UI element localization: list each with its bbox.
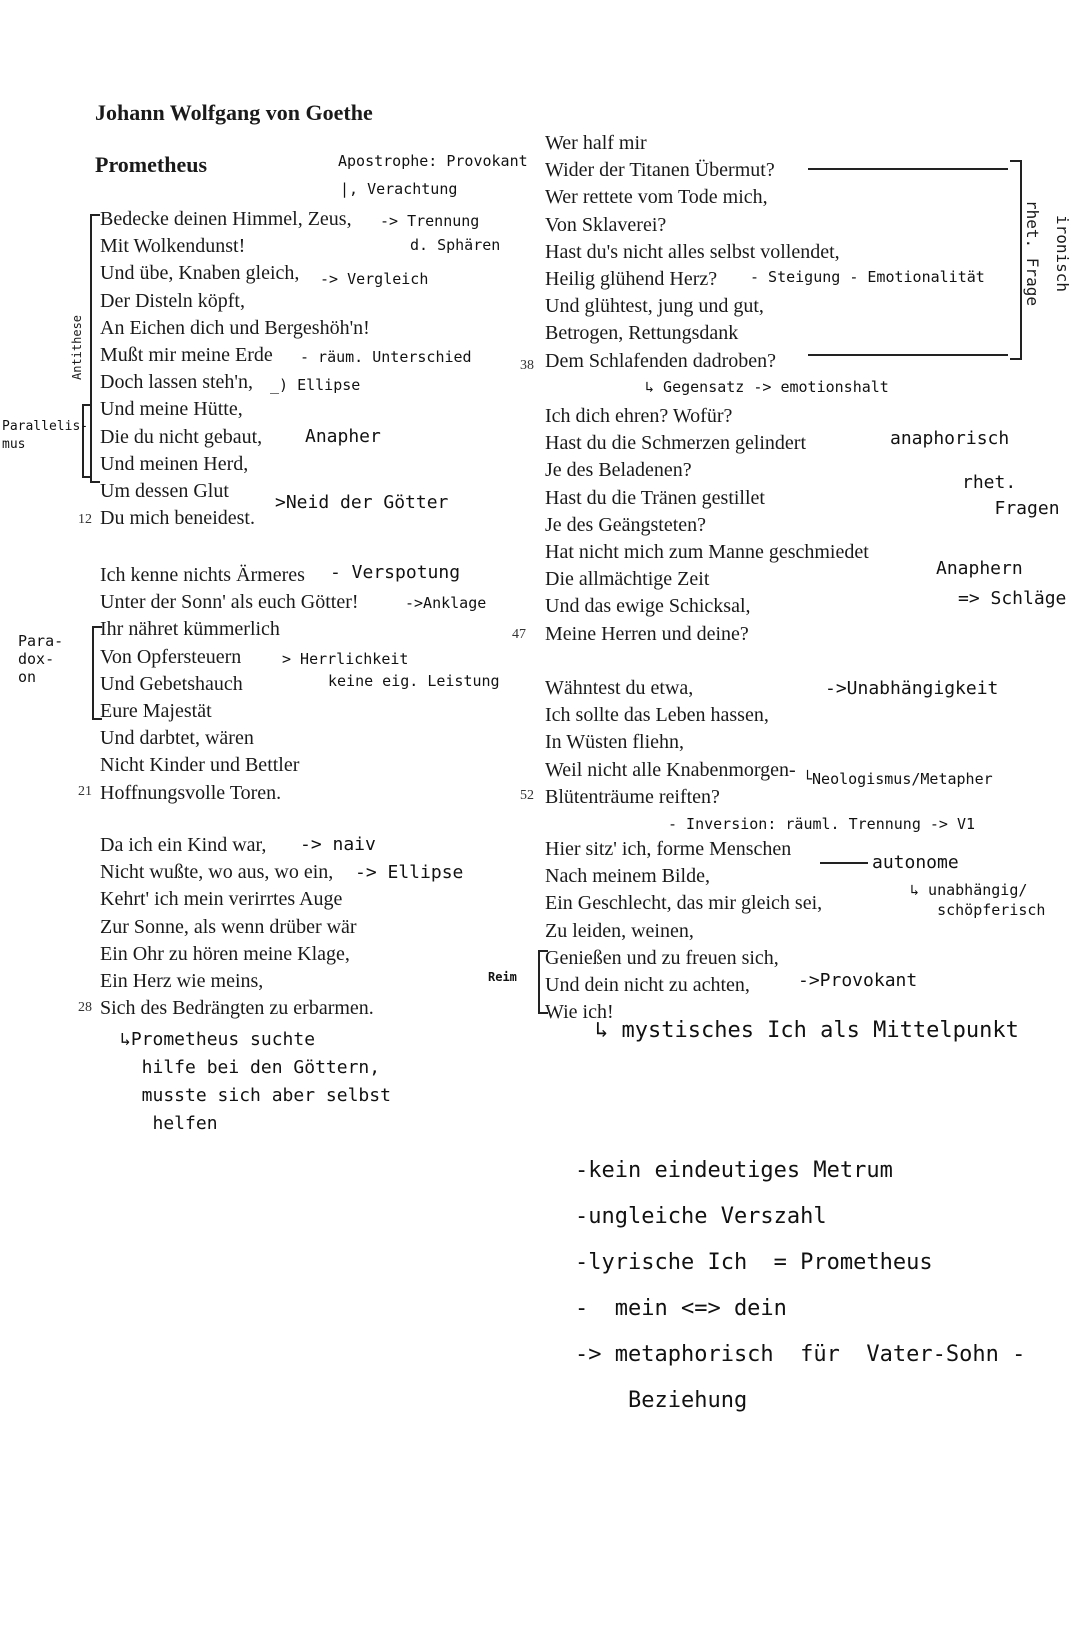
annotation-naiv: -> naiv: [300, 834, 376, 855]
poem-title: Prometheus: [95, 152, 208, 177]
summary-line: -lyrische Ich = Prometheus: [575, 1250, 933, 1275]
poem-line: Du mich beneidest.: [100, 507, 255, 530]
annotation-rhet-fragen: rhet. Fragen: [962, 472, 1060, 519]
stanza-1: [100, 206, 370, 532]
annotation-neid: >Neid der Götter: [275, 492, 449, 513]
poem-line: Ein Herz wie meins,: [100, 969, 264, 992]
poem-line: Und glühtest, jung und gut,: [545, 295, 764, 318]
poem-line: Ihr nähret kümmerlich: [100, 618, 280, 641]
poem-line: Sich des Bedrängten zu erbarmen.: [100, 997, 374, 1020]
poem-line: Nicht Kinder und Bettler: [100, 754, 300, 777]
poem-line: Hat nicht mich zum Manne geschmiedet: [545, 540, 869, 563]
poem-line: Weil nicht alle Knabenmorgen-: [545, 758, 796, 781]
rhet-frage-line: [808, 354, 1008, 356]
poem-line: Und übe, Knaben gleich,: [100, 262, 300, 285]
poem-line: Blütenträume reiften?: [545, 785, 720, 808]
annotation-herrlichkeit: > Herrlichkeit: [282, 650, 409, 668]
poem-line: Und Gebetshauch: [100, 672, 243, 695]
poem-line: Ich dich ehren? Wofür?: [545, 405, 733, 427]
poem-line: Meine Herren und deine?: [545, 622, 749, 645]
poem-line: Nicht wußte, wo aus, wo ein,: [100, 861, 334, 884]
annotation-sphaeren: d. Sphären: [410, 236, 501, 254]
poem-line: Die du nicht gebaut,: [100, 425, 263, 448]
annotation-paradoxon: Para- dox- on: [18, 632, 64, 686]
annotation-raeum: - räum. Unterschied: [300, 348, 472, 366]
poem-line: Ein Ohr zu hören meine Klage,: [100, 942, 350, 965]
summary-line: -kein eindeutiges Metrum: [575, 1158, 893, 1183]
poem-line: Hast du die Schmerzen gelindert: [545, 432, 807, 455]
autonome-line: [820, 862, 868, 864]
annotation-trennung: -> Trennung: [380, 212, 480, 230]
annotation-ellipse-2: -> Ellipse: [355, 862, 464, 883]
stanza-4: [545, 130, 840, 375]
annotation-antithese: Antithese: [70, 314, 84, 380]
paradoxon-bracket: [92, 626, 102, 720]
poem-line: Und meinen Herd,: [100, 452, 249, 475]
poem-line: Und meine Hütte,: [100, 398, 243, 421]
annotation-gegensatz: ↳ Gegensatz -> emotionshalt: [645, 378, 889, 396]
annotation-provokant: ->Provokant: [798, 970, 918, 991]
annotation-verspottung: - Verspotung: [330, 562, 461, 583]
summary-line: -ungleiche Verszahl: [575, 1204, 827, 1229]
poem-line: Von Opfersteuern: [100, 645, 242, 668]
annotation-inversion: - Inversion: räuml. Trennung -> V1: [668, 815, 976, 833]
poem-line: Hoffnungsvolle Toren.: [100, 781, 282, 804]
annotation-vergleich: -> Vergleich: [320, 270, 429, 288]
poem-line: Nach meinem Bilde,: [545, 865, 710, 888]
annotation-anaphern: Anaphern: [936, 558, 1023, 579]
rhet-frage-line: [808, 168, 1008, 170]
poem-line: In Wüsten fliehn,: [545, 731, 685, 754]
annotation-parallelismus: Parallelis- mus: [2, 419, 89, 452]
line-number: 28: [78, 1000, 92, 1015]
stanza-5: [545, 403, 869, 648]
poem-line: Eure Majestät: [100, 699, 212, 722]
summary-line: Beziehung: [575, 1388, 748, 1413]
annotation-verachtung: |, Verachtung: [340, 180, 458, 198]
stanza-3: [100, 832, 374, 1022]
annotation-rhet-frage: rhet. Frage: [1023, 200, 1042, 306]
annotation-unabhaengig: ↳ unabhängig/ schöpferisch: [910, 881, 1046, 919]
poem-line: Doch lassen steh'n,: [100, 371, 254, 394]
summary-line: - mein <=> dein: [575, 1296, 787, 1321]
poem-line: Kehrt' ich mein verirrtes Auge: [100, 888, 343, 911]
poem-line: Genießen und zu freuen sich,: [545, 946, 779, 969]
annotation-reim: Reim: [488, 970, 517, 984]
poem-line: Hast du's nicht alles selbst vollendet,: [545, 240, 840, 263]
stanza-2: [100, 562, 359, 807]
annotation-anaphorisch: anaphorisch: [890, 428, 1010, 449]
annotation-schlaege: => Schläge: [958, 588, 1067, 609]
annotation-ellipse: _) Ellipse: [270, 376, 361, 394]
stanza-7: [545, 836, 822, 1026]
poem-line: Um dessen Glut: [100, 479, 229, 502]
summary-line: -> metaphorisch für Vater-Sohn -: [575, 1342, 1026, 1367]
poem-line: Hier sitz' ich, forme Menschen: [545, 838, 792, 860]
annotation-mystisches-ich: ↳ mystisches Ich als Mittelpunkt: [595, 1018, 1019, 1043]
poem-line: Und dein nicht zu achten,: [545, 973, 750, 996]
poem-line: Wähntest du etwa,: [545, 677, 694, 699]
annotation-autonome: autonome: [872, 852, 959, 873]
line-number: 52: [520, 788, 534, 803]
annotation-prometheus-note: ↳Prometheus suchte hilfe bei den Göttern, musste sich aber selbst helfen: [120, 1029, 391, 1134]
poem-line: Je des Beladenen?: [545, 459, 692, 482]
line-number: 38: [520, 358, 534, 373]
poem-line: Wie ich!: [545, 1001, 614, 1024]
annotation-anapher: Anapher: [305, 426, 381, 447]
annotation-steigung: - Steigung - Emotionalität: [750, 268, 985, 286]
author-name: Johann Wolfgang von Goethe: [95, 100, 373, 125]
poem-line: Ein Geschlecht, das mir gleich sei,: [545, 892, 823, 915]
poem-line: Mußt mir meine Erde: [100, 343, 273, 366]
poem-line: An Eichen dich und Bergeshöh'n!: [100, 316, 370, 339]
poem-line: Von Sklaverei?: [545, 213, 667, 236]
poem-line: Mit Wolkendunst!: [100, 235, 246, 258]
poem-line: Hast du die Tränen gestillet: [545, 486, 765, 509]
poem-line: Zur Sonne, als wenn drüber wär: [100, 915, 357, 938]
annotation-ironisch: ironisch: [1053, 215, 1072, 293]
poem-line: Wer half mir: [545, 132, 647, 154]
line-number: 12: [78, 512, 92, 527]
summary-notes: [575, 1148, 1025, 1424]
poem-line: Ich sollte das Leben hassen,: [545, 704, 769, 727]
annotation-anklage: ->Anklage: [405, 594, 487, 612]
poem-line: Der Disteln köpft,: [100, 289, 245, 312]
poem-line: Die allmächtige Zeit: [545, 568, 710, 591]
poem-line: Da ich ein Kind war,: [100, 834, 267, 856]
poem-line: Und darbtet, wären: [100, 727, 254, 750]
poem-line: Dem Schlafenden dadroben?: [545, 349, 777, 372]
annotation-leistung: keine eig. Leistung: [328, 672, 500, 690]
poem-line: Ich kenne nichts Ärmeres: [100, 564, 305, 586]
annotation-unabhaengigkeit: ->Unabhängigkeit: [825, 678, 999, 699]
poem-line: Je des Geängsteten?: [545, 513, 707, 536]
poem-line: Wider der Titanen Übermut?: [545, 159, 775, 182]
poem-line: Wer rettete vom Tode mich,: [545, 186, 768, 209]
poem-line: Und das ewige Schicksal,: [545, 595, 751, 618]
reim-bracket: [538, 950, 548, 1014]
annotation-apostrophe: Apostrophe: Provokant: [338, 152, 528, 170]
rhet-frage-bracket: [1010, 160, 1022, 360]
poem-line: Zu leiden, weinen,: [545, 919, 694, 942]
line-number: 47: [512, 627, 526, 642]
poem-line: Heilig glühend Herz?: [545, 267, 718, 290]
annotation-neologismus: └Neologismus/Metapher: [803, 770, 993, 788]
poem-line: Bedecke deinen Himmel, Zeus,: [100, 208, 352, 230]
stanza-6: [545, 675, 796, 811]
poem-line: Unter der Sonn' als euch Götter!: [100, 591, 359, 614]
poem-line: Betrogen, Rettungsdank: [545, 322, 739, 345]
line-number: 21: [78, 784, 92, 799]
